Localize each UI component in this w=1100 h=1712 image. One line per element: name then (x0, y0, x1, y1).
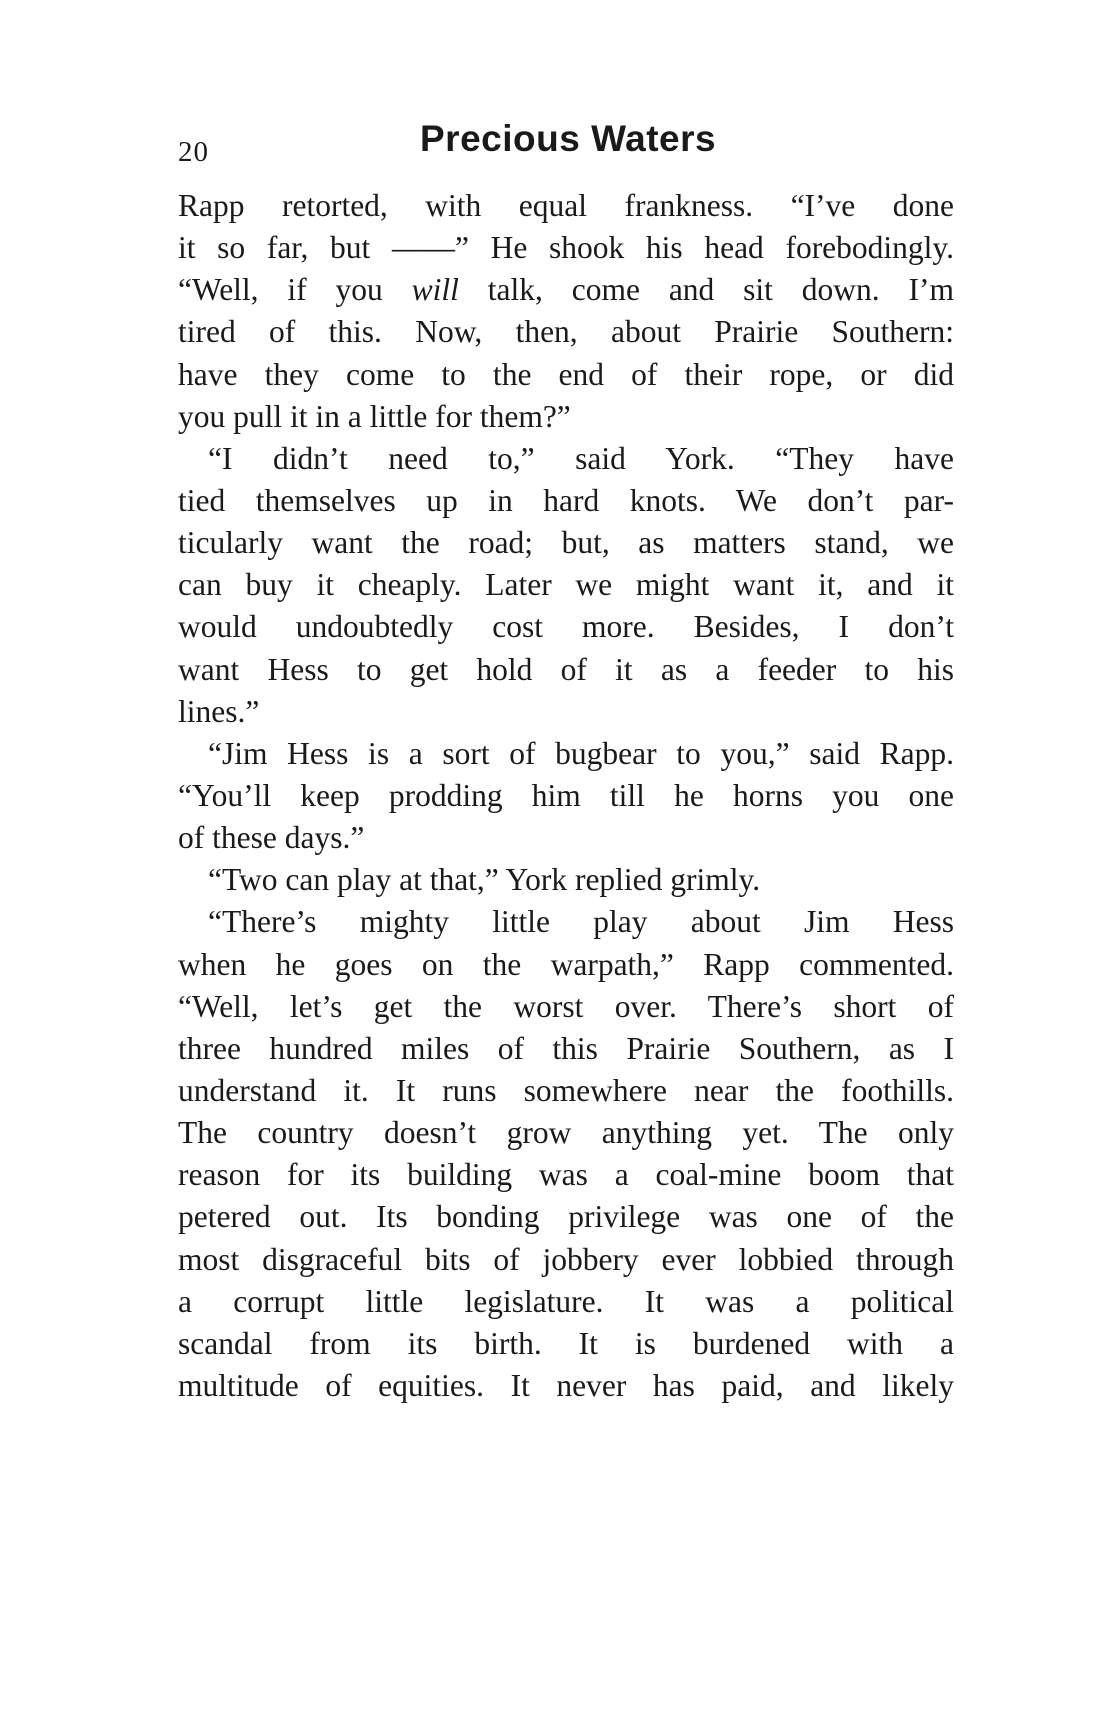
text-line: can buy it cheaply. Later we might want it, and it (178, 567, 954, 603)
text-line: petered out. Its bonding privilege was one of the (178, 1199, 954, 1235)
text-line: multitude of equities. It never has paid, and likely (178, 1367, 954, 1403)
text-segment: “Well, if you (178, 272, 412, 308)
italic-word: will (411, 272, 459, 308)
text-line: when he goes on the warpath,” Rapp commented. (178, 946, 954, 982)
text-line: tied themselves up in hard knots. We don’t par- (178, 482, 954, 518)
text-line: reason for its building was a coal-mine boom that (178, 1157, 954, 1193)
text-line: you pull it in a little for them?” (178, 398, 571, 434)
text-line: want Hess to get hold of it as a feeder to his (178, 651, 954, 687)
text-line: of these days.” (178, 820, 365, 856)
text-line: “You’ll keep prodding him till he horns you one (178, 777, 954, 813)
text-line: Rapp retorted, with equal frankness. “I’ve done (178, 188, 954, 223)
text-line: tired of this. Now, then, about Prairie Southern: (178, 314, 954, 350)
running-head (0, 118, 1100, 178)
text-line (178, 269, 954, 311)
text-line: “Jim Hess is a sort of bugbear to you,” said Rapp. (208, 735, 954, 771)
text-line: “Two can play at that,” York replied grimly. (208, 862, 761, 898)
text-segment: talk, come and sit down. I’m (458, 272, 955, 308)
text-line: ticularly want the road; but, as matters stand, we (178, 525, 954, 561)
running-title: Precious Waters (420, 118, 717, 159)
text-line: three hundred miles of this Prairie Southern, as I (178, 1030, 954, 1066)
text-line: would undoubtedly cost more. Besides, I don’t (178, 609, 954, 645)
text-line: understand it. It runs somewhere near the foothills. (178, 1072, 954, 1108)
page-number: 20 (178, 136, 209, 168)
text-line: “Well, let’s get the worst over. There’s short of (178, 988, 954, 1024)
text-line: lines.” (178, 693, 260, 729)
text-line: “There’s mighty little play about Jim Hess (208, 904, 954, 940)
text-line: most disgraceful bits of jobbery ever lobbied through (178, 1241, 954, 1277)
text-line: The country doesn’t grow anything yet. The only (178, 1115, 954, 1151)
body-text (178, 185, 954, 1407)
text-line: a corrupt little legislature. It was a political (178, 1283, 954, 1319)
text-line: “I didn’t need to,” said York. “They have (208, 440, 954, 476)
text-line: it so far, but ——” He shook his head forebodingly. (178, 230, 954, 266)
text-line: scandal from its birth. It is burdened with a (178, 1325, 954, 1361)
text-line: have they come to the end of their rope, or did (178, 356, 954, 392)
